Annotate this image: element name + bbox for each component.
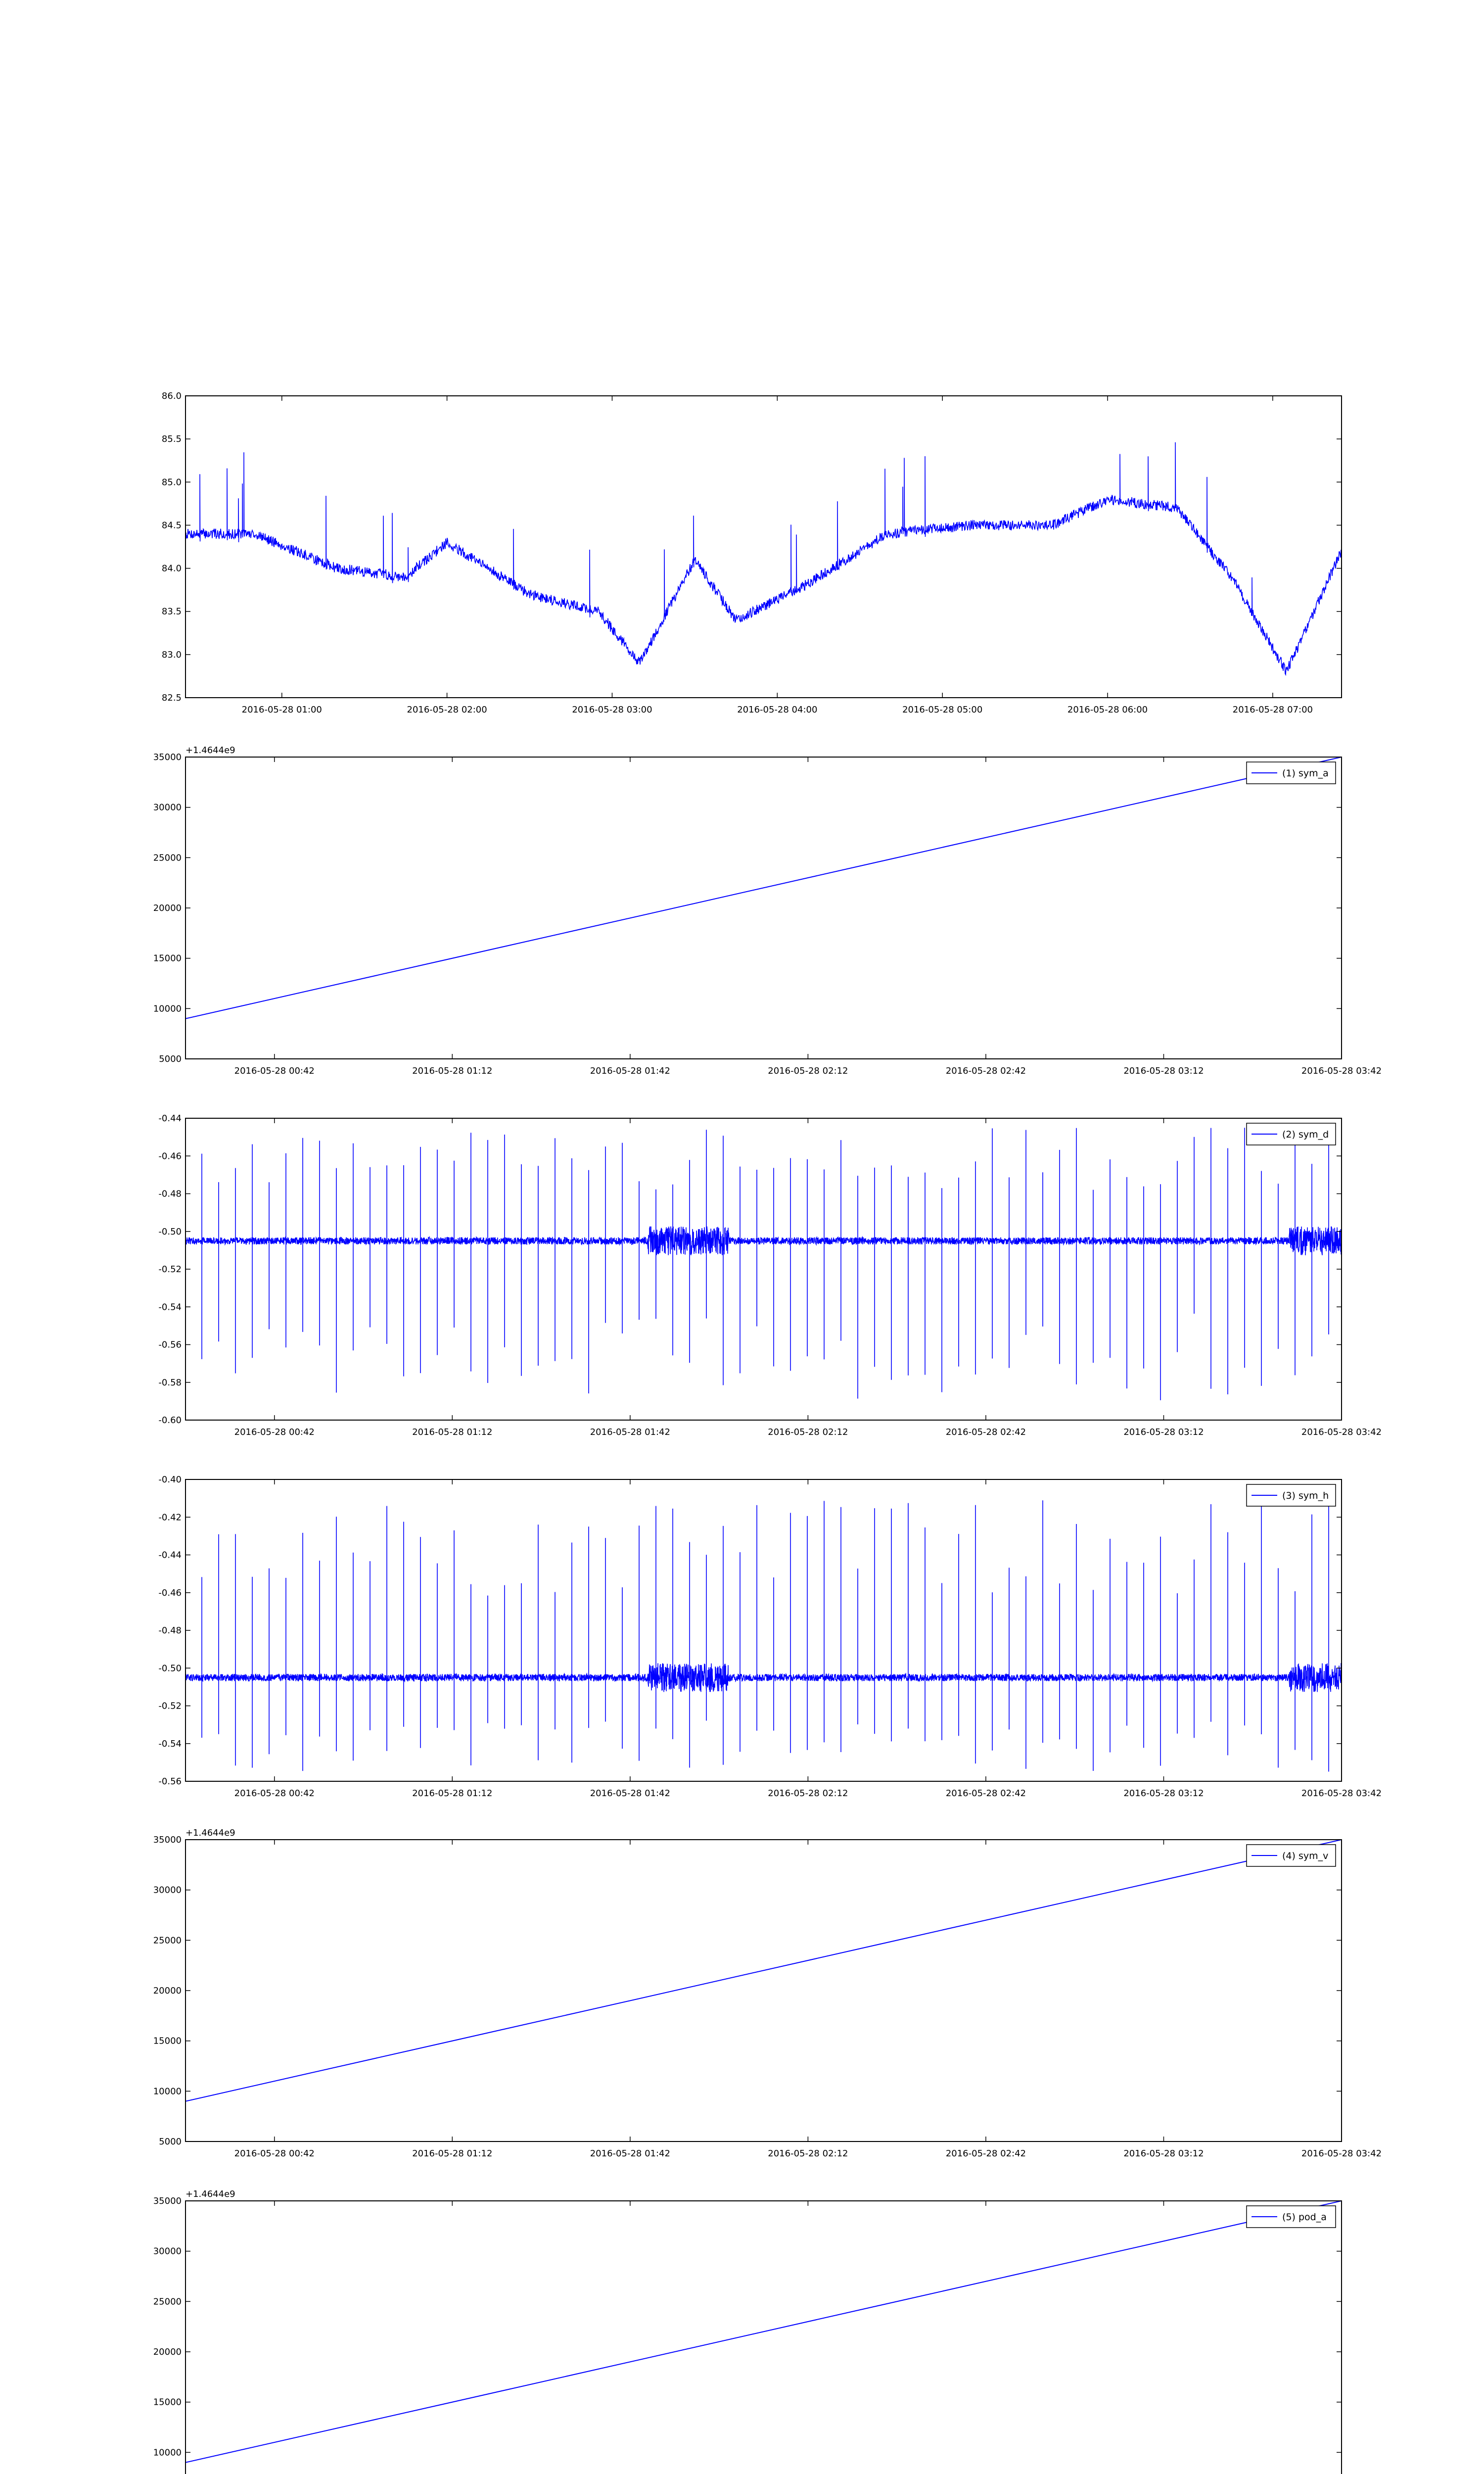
y-tick-label: -0.48 xyxy=(158,1189,182,1199)
y-tick-label: -0.52 xyxy=(158,1264,182,1275)
y-tick-label: 30000 xyxy=(153,2246,182,2257)
y-tick-label: -0.40 xyxy=(158,1475,182,1485)
y-tick-label: -0.58 xyxy=(158,1377,182,1388)
y-tick-label: -0.54 xyxy=(158,1738,182,1749)
x-tick-label: 2016-05-28 06:00 xyxy=(1067,705,1148,715)
x-tick-label: 2016-05-28 03:42 xyxy=(1301,1427,1382,1437)
axes-frame xyxy=(186,396,1342,698)
y-tick-label: 85.5 xyxy=(161,434,182,445)
x-tick-label: 2016-05-28 04:00 xyxy=(737,705,818,715)
y-tick-label: -0.54 xyxy=(158,1302,182,1313)
legend-label: (1) sym_a xyxy=(1282,768,1329,779)
y-tick-label: 10000 xyxy=(153,2086,182,2097)
axes-frame xyxy=(186,1840,1342,2141)
y-tick-label: -0.56 xyxy=(158,1776,182,1787)
axis-offset-text: +1.4644e9 xyxy=(186,745,235,756)
x-tick-label: 2016-05-28 03:12 xyxy=(1123,1788,1204,1799)
y-tick-label: -0.46 xyxy=(158,1151,182,1162)
y-tick-label: 84.5 xyxy=(161,520,182,531)
axes-frame xyxy=(186,757,1342,1059)
axes-frame xyxy=(186,2201,1342,2474)
y-tick-label: 35000 xyxy=(153,2196,182,2206)
x-tick-label: 2016-05-28 02:42 xyxy=(945,2148,1026,2159)
x-tick-label: 2016-05-28 03:12 xyxy=(1123,1066,1204,1076)
y-tick-label: 35000 xyxy=(153,1835,182,1845)
y-tick-label: 85.0 xyxy=(161,477,182,488)
series-line-6-1 xyxy=(186,2201,1342,2463)
y-tick-label: 5000 xyxy=(159,2137,182,2147)
x-tick-label: 2016-05-28 01:42 xyxy=(590,1066,670,1076)
x-tick-label: 2016-05-28 02:42 xyxy=(945,1427,1026,1437)
legend-label: (2) sym_d xyxy=(1282,1129,1329,1140)
series-line-2-1 xyxy=(186,757,1342,1019)
y-tick-label: 83.0 xyxy=(161,649,182,660)
x-tick-label: 2016-05-28 00:42 xyxy=(234,1788,315,1799)
subplot-3 xyxy=(158,1113,1382,1437)
x-tick-label: 2016-05-28 02:00 xyxy=(407,705,487,715)
x-tick-label: 2016-05-28 03:42 xyxy=(1301,2148,1382,2159)
x-tick-label: 2016-05-28 03:12 xyxy=(1123,1427,1204,1437)
y-tick-label: 5000 xyxy=(159,1054,182,1064)
x-tick-label: 2016-05-28 02:12 xyxy=(768,1427,848,1437)
axis-offset-text: +1.4644e9 xyxy=(186,2189,235,2199)
y-tick-label: -0.46 xyxy=(158,1587,182,1598)
x-tick-label: 2016-05-28 01:42 xyxy=(590,1788,670,1799)
y-tick-label: 83.5 xyxy=(161,606,182,617)
x-tick-label: 2016-05-28 02:12 xyxy=(768,1788,848,1799)
y-tick-label: 30000 xyxy=(153,1885,182,1896)
x-tick-label: 2016-05-28 03:42 xyxy=(1301,1788,1382,1799)
axes-frame xyxy=(186,1479,1342,1781)
legend xyxy=(1247,1123,1336,1145)
series-line-5-1 xyxy=(186,1840,1342,2101)
legend xyxy=(1247,1484,1336,1506)
y-tick-label: 15000 xyxy=(153,953,182,964)
x-tick-label: 2016-05-28 01:12 xyxy=(412,2148,493,2159)
y-tick-label: -0.42 xyxy=(158,1512,182,1523)
x-tick-label: 2016-05-28 01:00 xyxy=(241,705,322,715)
x-tick-label: 2016-05-28 00:42 xyxy=(234,1066,315,1076)
y-tick-label: 35000 xyxy=(153,752,182,762)
x-tick-label: 2016-05-28 01:12 xyxy=(412,1427,493,1437)
legend xyxy=(1247,1845,1336,1866)
y-tick-label: 82.5 xyxy=(161,693,182,703)
legend xyxy=(1247,2206,1336,2228)
y-tick-label: 86.0 xyxy=(161,391,182,401)
series-line-3-1 xyxy=(186,1128,1342,1400)
y-tick-label: -0.60 xyxy=(158,1415,182,1426)
y-tick-label: 25000 xyxy=(153,2296,182,2307)
subplot-6 xyxy=(153,2189,1382,2474)
y-tick-label: 10000 xyxy=(153,2447,182,2458)
axes-frame xyxy=(186,1118,1342,1420)
y-tick-label: 30000 xyxy=(153,802,182,813)
x-tick-label: 2016-05-28 02:12 xyxy=(768,1066,848,1076)
y-tick-label: 20000 xyxy=(153,903,182,913)
x-tick-label: 2016-05-28 00:42 xyxy=(234,1427,315,1437)
y-tick-label: 10000 xyxy=(153,1003,182,1014)
y-tick-label: 25000 xyxy=(153,1935,182,1946)
legend-label: (3) sym_h xyxy=(1282,1490,1329,1501)
y-tick-label: 25000 xyxy=(153,853,182,863)
x-tick-label: 2016-05-28 03:12 xyxy=(1123,2148,1204,2159)
series-line-4-1 xyxy=(186,1500,1342,1772)
x-tick-label: 2016-05-28 07:00 xyxy=(1232,705,1313,715)
subplot-4 xyxy=(158,1475,1382,1799)
y-tick-label: -0.48 xyxy=(158,1625,182,1636)
series-line-1-1 xyxy=(186,442,1342,675)
y-tick-label: -0.52 xyxy=(158,1701,182,1712)
x-tick-label: 2016-05-28 03:00 xyxy=(572,705,652,715)
legend-label: (5) pod_a xyxy=(1282,2212,1327,2223)
y-tick-label: -0.56 xyxy=(158,1339,182,1350)
x-tick-label: 2016-05-28 02:42 xyxy=(945,1788,1026,1799)
y-tick-label: -0.44 xyxy=(158,1550,182,1561)
y-tick-label: -0.50 xyxy=(158,1226,182,1237)
x-tick-label: 2016-05-28 02:12 xyxy=(768,2148,848,2159)
legend xyxy=(1247,762,1336,784)
x-tick-label: 2016-05-28 01:12 xyxy=(412,1788,493,1799)
x-tick-label: 2016-05-28 01:42 xyxy=(590,2148,670,2159)
x-tick-label: 2016-05-28 03:42 xyxy=(1301,1066,1382,1076)
subplot-1 xyxy=(162,391,1342,715)
y-tick-label: 20000 xyxy=(153,2347,182,2357)
x-tick-label: 2016-05-28 01:12 xyxy=(412,1066,493,1076)
y-tick-label: 15000 xyxy=(153,2036,182,2046)
x-tick-label: 2016-05-28 05:00 xyxy=(902,705,983,715)
y-tick-label: 15000 xyxy=(153,2397,182,2408)
y-tick-label: 20000 xyxy=(153,1986,182,1996)
y-tick-label: -0.44 xyxy=(158,1113,182,1124)
subplot-5 xyxy=(153,1828,1382,2159)
y-tick-label: 84.0 xyxy=(161,563,182,574)
axis-offset-text: +1.4644e9 xyxy=(186,1828,235,1838)
y-tick-label: -0.50 xyxy=(158,1663,182,1674)
x-tick-label: 2016-05-28 00:42 xyxy=(234,2148,315,2159)
legend-label: (4) sym_v xyxy=(1282,1851,1329,1861)
x-tick-label: 2016-05-28 01:42 xyxy=(590,1427,670,1437)
x-tick-label: 2016-05-28 02:42 xyxy=(945,1066,1026,1076)
subplot-2 xyxy=(153,745,1382,1076)
